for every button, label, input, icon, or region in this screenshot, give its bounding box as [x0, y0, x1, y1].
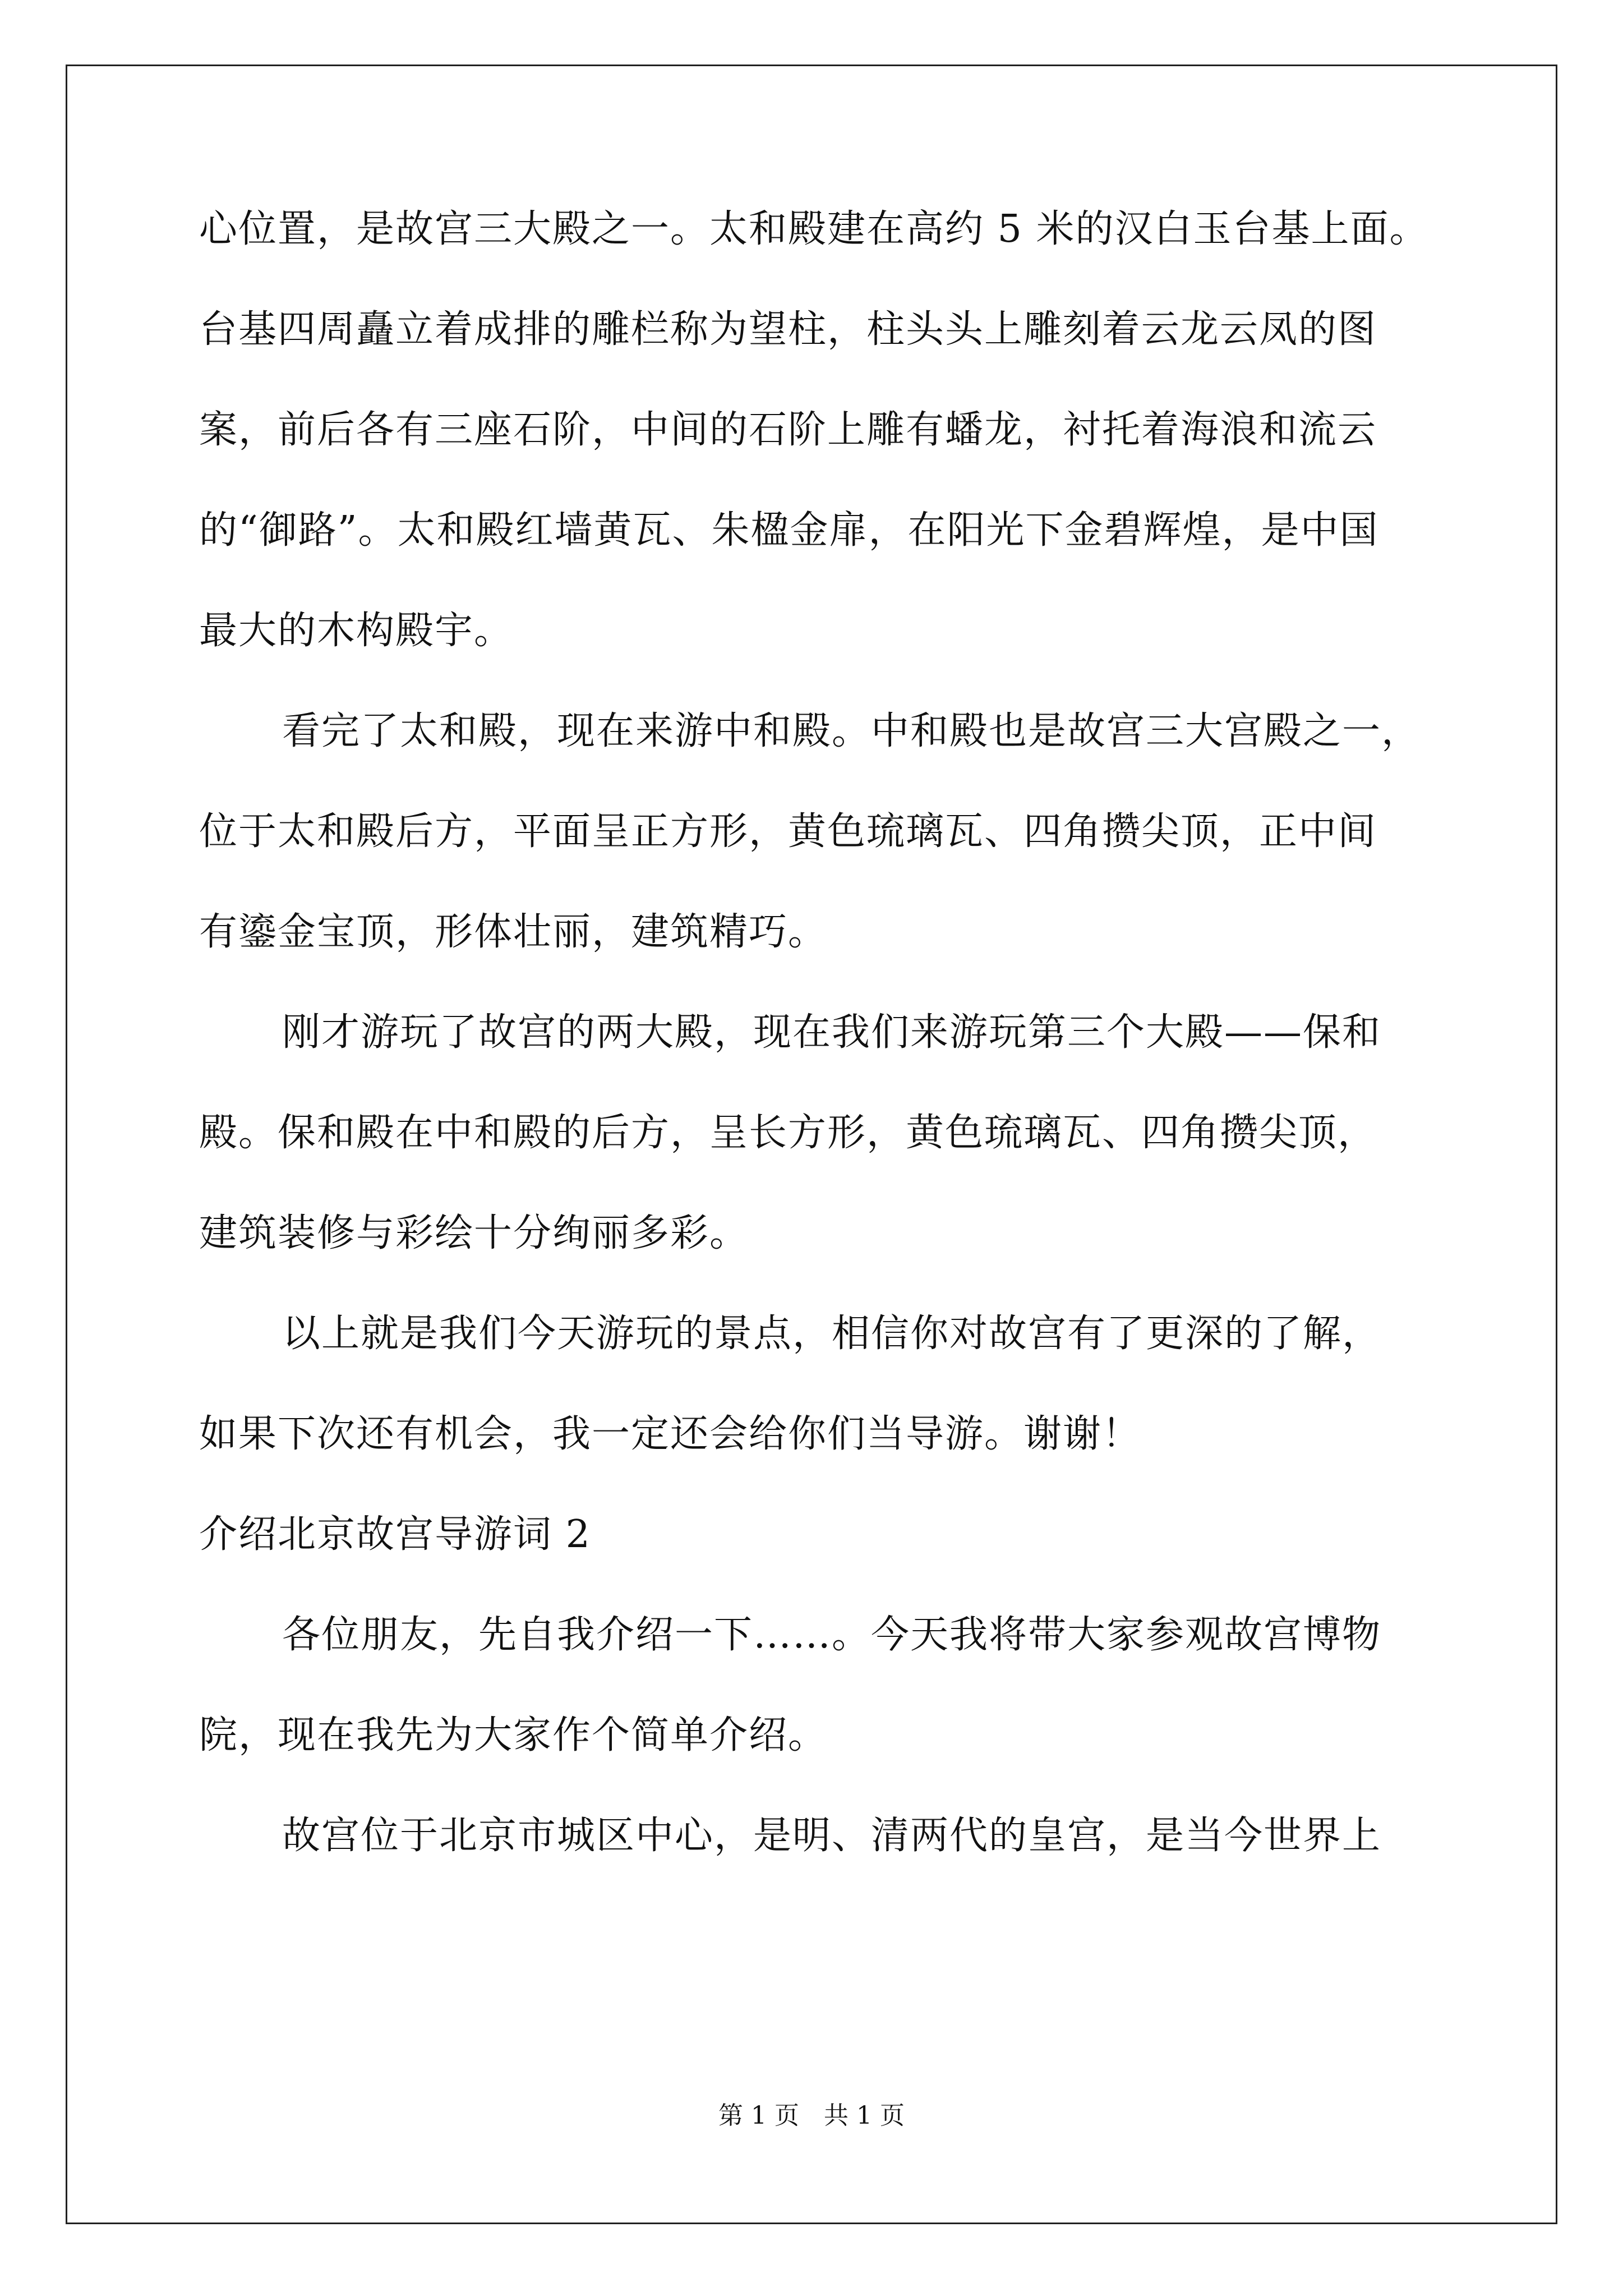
text-line: 台基四周矗立着成排的雕栏称为望柱，柱头头上雕刻着云龙云凤的图 [199, 307, 1377, 352]
text-line: 建筑装修与彩绘十分绚丽多彩。 [199, 1211, 749, 1255]
text-line: 如果下次还有机会，我一定还会给你们当导游。谢谢！ [199, 1412, 1142, 1456]
section-heading: 介绍北京故宫导游词 2 [199, 1512, 591, 1557]
text-line: 位于太和殿后方，平面呈正方形，黄色琉璃瓦、四角攒尖顶，正中间 [199, 809, 1377, 854]
text-line: 最大的木构殿宇。 [199, 609, 514, 653]
text-line: 院，现在我先为大家作个简单介绍。 [199, 1713, 828, 1757]
paragraph-start: 看完了太和殿，现在来游中和殿。中和殿也是故宫三大宫殿之一， [282, 709, 1421, 753]
paragraph-start: 故宫位于北京市城区中心，是明、清两代的皇宫，是当今世界上 [282, 1814, 1382, 1858]
text-line: 心位置，是故宫三大殿之一。太和殿建在高约 5 米的汉白玉台基上面。 [199, 207, 1429, 251]
text-line: 有鎏金宝顶，形体壮丽，建筑精巧。 [199, 910, 828, 954]
text-line: 殿。保和殿在中和殿的后方，呈长方形，黄色琉璃瓦、四角攒尖顶， [199, 1111, 1377, 1155]
paragraph-start: 刚才游玩了故宫的两大殿，现在我们来游玩第三个大殿——保和 [282, 1010, 1382, 1055]
paragraph-start: 以上就是我们今天游玩的景点，相信你对故宫有了更深的了解， [282, 1312, 1382, 1356]
page-footer: 第 1 页 共 1 页 [718, 2101, 905, 2130]
text-line: 的“御路”。太和殿红墙黄瓦、朱楹金扉，在阳光下金碧辉煌，是中国 [199, 508, 1379, 553]
text-line: 案，前后各有三座石阶，中间的石阶上雕有蟠龙，衬托着海浪和流云 [199, 408, 1377, 452]
paragraph-start: 各位朋友，先自我介绍一下……。今天我将带大家参观故宫博物 [282, 1613, 1382, 1657]
